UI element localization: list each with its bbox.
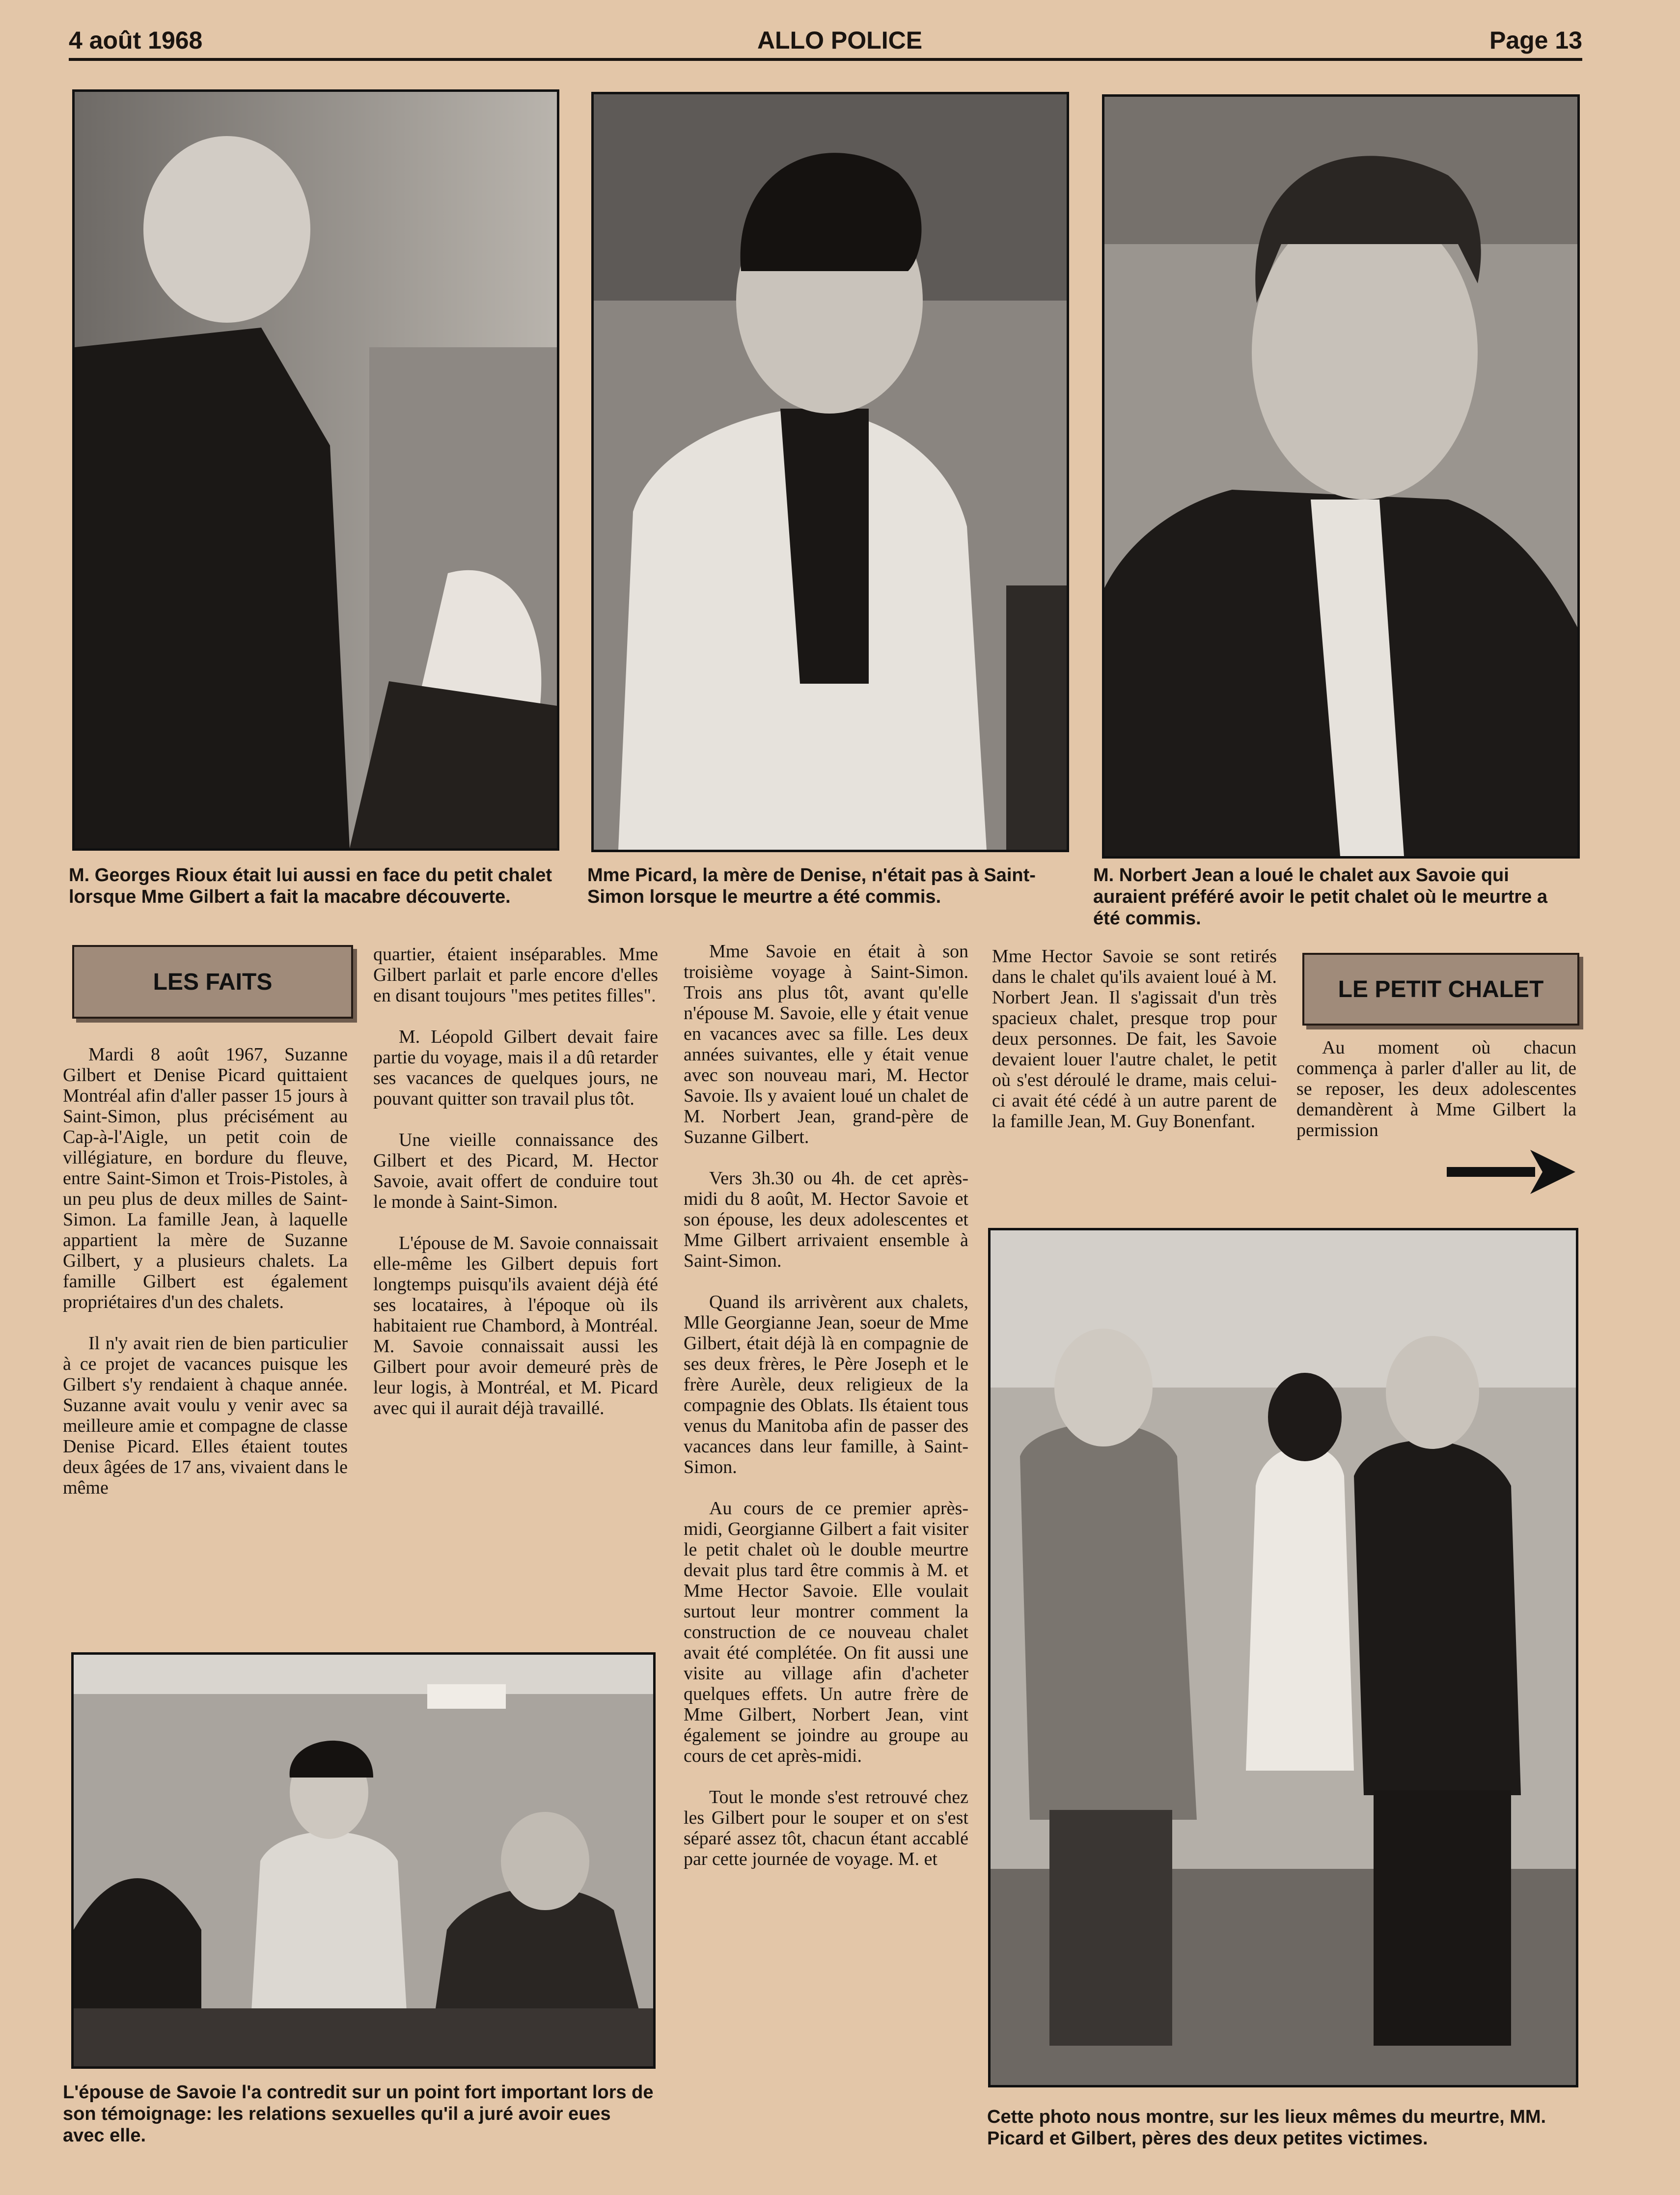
col2-paragraph: L'épouse de M. Savoie connaissait elle-même les Gilbert depuis fort longtemps puisqu'ils avaient déjà été ses locataires, à l'époque où ils habitaient rue Chambord, à Montréal. M. Savoie connaissait aussi les Gilbert pour avoir demeuré près de leur logis, à Montréal, et M. Picard avec qui il aurait déjà travaillé. <box>373 1233 658 1418</box>
caption-rioux: M. Georges Rioux était lui aussi en face du petit chalet lorsque Mme Gilbert a fait la macabre découverte. <box>69 865 552 907</box>
photo-peres-victimes <box>988 1228 1578 2087</box>
page-number: Page 13 <box>1489 27 1582 54</box>
caption-peres-victimes: Cette photo nous montre, sur les lieux mêmes du meurtre, MM. Picard et Gilbert, pères des deux petites victimes. <box>987 2107 1546 2149</box>
col3-paragraph: Tout le monde s'est retrouvé chez les Gilbert pour le souper et on s'est séparé assez tôt, chacun étant accablé par cette journée de voyage. M. et <box>684 1787 968 1869</box>
section-le-petit-chalet: LE PETIT CHALET <box>1302 953 1579 1026</box>
col3-paragraph: Mme Savoie en était à son troisième voyage à Saint-Simon. Trois ans plus tôt, avant qu'elle n'épouse M. Savoie, elle y était venue en vacances avec sa fille. Les deux années suivantes, elle y était venue avec son nouveau mari, M. Hector Savoie. Ils y avaient loué un chalet de M. Norbert Jean, grand-père de Suzanne Gilbert. <box>684 941 968 1147</box>
col3-paragraph: Quand ils arrivèrent aux chalets, Mlle Georgianne Jean, soeur de Mme Gilbert, était déjà là en compagnie de ses deux frères, le Père Joseph et le frère Aurèle, deux religieux de la compagnie des Oblats. Ils étaient tous venus du Manitoba afin de passer des vacances dans leur famille, à Saint-Simon. <box>684 1292 968 1477</box>
photo-mme-picard <box>591 92 1069 852</box>
caption-epouse-savoie: L'épouse de Savoie l'a contredit sur un point fort important lors de son témoignage: les relations sexuelles qu'il a juré avoir eues avec elle. <box>63 2082 654 2146</box>
col2-paragraph: quartier, étaient inséparables. Mme Gilbert parlait et parle encore d'elles en disant toujours "mes petites filles". <box>373 944 658 1006</box>
col2-paragraph: M. Léopold Gilbert devait faire partie du voyage, mais il a dû retarder ses vacances de quelques jours, ne pouvant quitter son travail plus tôt. <box>373 1027 658 1109</box>
col3-paragraph: Au cours de ce premier après-midi, Georgianne Gilbert a fait visiter le petit chalet où le double meurtre devait plus tard être commis à M. et Mme Hector Savoie. Elle voulait surtout leur montrer comment la construction de ce nouveau chalet avait été complétée. On fit aussi une visite au village afin d'acheter quelques effets. Un autre frère de Mme Gilbert, Norbert Jean, vint également se joindre au groupe au cours de cet après-midi. <box>684 1498 968 1766</box>
col5-paragraph: Au moment où chacun commença à parler d'aller au lit, de se reposer, les deux adolescentes demandèrent à Mme Gilbert la permission <box>1296 1037 1576 1140</box>
article-column-4 <box>992 946 1277 1152</box>
col1-paragraph: Il n'y avait rien de bien particulier à ce projet de vacances puisque les Gilbert s'y rendaient à chaque année. Suzanne avait voulu y venir avec sa meilleure amie et compagne de classe Denise Picard. Elles étaient toutes deux âgées de 17 ans, vivaient dans le même <box>63 1333 348 1498</box>
article-column-3 <box>684 941 968 1890</box>
col4-paragraph: Mme Hector Savoie se sont retirés dans le chalet qu'ils avaient loué à M. Norbert Jean. Il s'agissait d'un très spacieux chalet, presque trop pour deux personnes. De fait, les Savoie devaient louer l'autre chalet, le petit où s'est déroulé le drame, mais celui-ci avait été cédé à un autre parent de la famille Jean, M. Guy Bonenfant. <box>992 946 1277 1132</box>
photo-norbert-jean <box>1102 94 1580 859</box>
article-column-5 <box>1296 1037 1576 1161</box>
publication-name: ALLO POLICE <box>757 27 923 54</box>
continue-arrow-icon <box>1447 1147 1575 1196</box>
col3-paragraph: Vers 3h.30 ou 4h. de cet après-midi du 8 août, M. Hector Savoie et son épouse, les deux adolescentes et Mme Gilbert arrivaient ensemble à Saint-Simon. <box>684 1168 968 1271</box>
caption-picard: Mme Picard, la mère de Denise, n'était pas à Saint-Simon lorsque le meurtre a été commis. <box>587 865 1036 907</box>
article-column-1 <box>63 1044 348 1519</box>
caption-jean: M. Norbert Jean a loué le chalet aux Savoie qui auraient préféré avoir le petit chalet où le meurtre a été commis. <box>1093 865 1547 929</box>
section-les-faits: LES FAITS <box>72 945 353 1019</box>
issue-date: 4 août 1968 <box>69 27 203 54</box>
article-column-2 <box>373 944 658 1439</box>
col2-paragraph: Une vieille connaissance des Gilbert et des Picard, M. Hector Savoie, avait offert de conduire tout le monde à Saint-Simon. <box>373 1130 658 1212</box>
photo-epouse-savoie <box>71 1652 656 2069</box>
header-rule <box>69 58 1582 61</box>
col1-paragraph: Mardi 8 août 1967, Suzanne Gilbert et Denise Picard quittaient Montréal afin d'aller passer 15 jours à Saint-Simon, plus précisément au Cap-à-l'Aigle, un petit coin de villégiature, en bordure du fleuve, entre Saint-Simon et Trois-Pistoles, à un peu plus de deux milles de Saint-Simon. La famille Jean, à laquelle appartient la mère de Suzanne Gilbert, y a plusieurs chalets. La famille Gilbert est également propriétaires d'un des chalets. <box>63 1044 348 1312</box>
photo-georges-rioux <box>72 89 559 851</box>
